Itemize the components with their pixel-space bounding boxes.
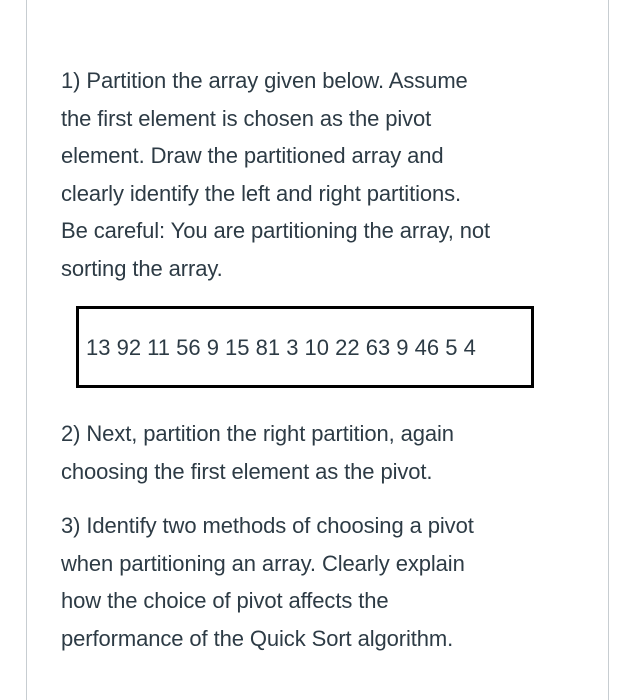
question-3-line: 3) Identify two methods of choosing a pivot xyxy=(61,513,474,538)
question-1-text xyxy=(61,62,561,287)
question-3-line: when partitioning an array. Clearly explain xyxy=(61,550,465,576)
question-2 xyxy=(61,415,561,490)
question-1-line: Be careful: You are partitioning the array, not xyxy=(61,218,491,243)
array-box xyxy=(76,306,534,388)
question-2-text xyxy=(61,415,561,490)
question-1-line: clearly identify the left and right partitions. xyxy=(61,180,462,206)
question-1-line: the first element is chosen as the pivot xyxy=(61,105,432,131)
question-2-line: 2) Next, partition the right partition, again xyxy=(61,421,454,446)
page-border-right xyxy=(608,0,609,700)
question-1-line: element. Draw the partitioned array and xyxy=(61,143,444,168)
question-1 xyxy=(61,62,561,287)
question-3-line: how the choice of pivot affects the xyxy=(61,588,389,613)
question-1-line: sorting the array. xyxy=(61,255,223,281)
array-values: 13 92 11 56 9 15 81 3 10 22 63 9 46 5 4 xyxy=(86,335,476,360)
question-3 xyxy=(61,507,561,657)
question-3-text xyxy=(61,507,561,657)
question-3-line: performance of the Quick Sort algorithm. xyxy=(61,625,454,651)
page-border-left xyxy=(26,0,27,700)
question-2-line: choosing the first element as the pivot. xyxy=(61,458,433,484)
question-1-line: 1) Partition the array given below. Assume xyxy=(61,68,468,93)
